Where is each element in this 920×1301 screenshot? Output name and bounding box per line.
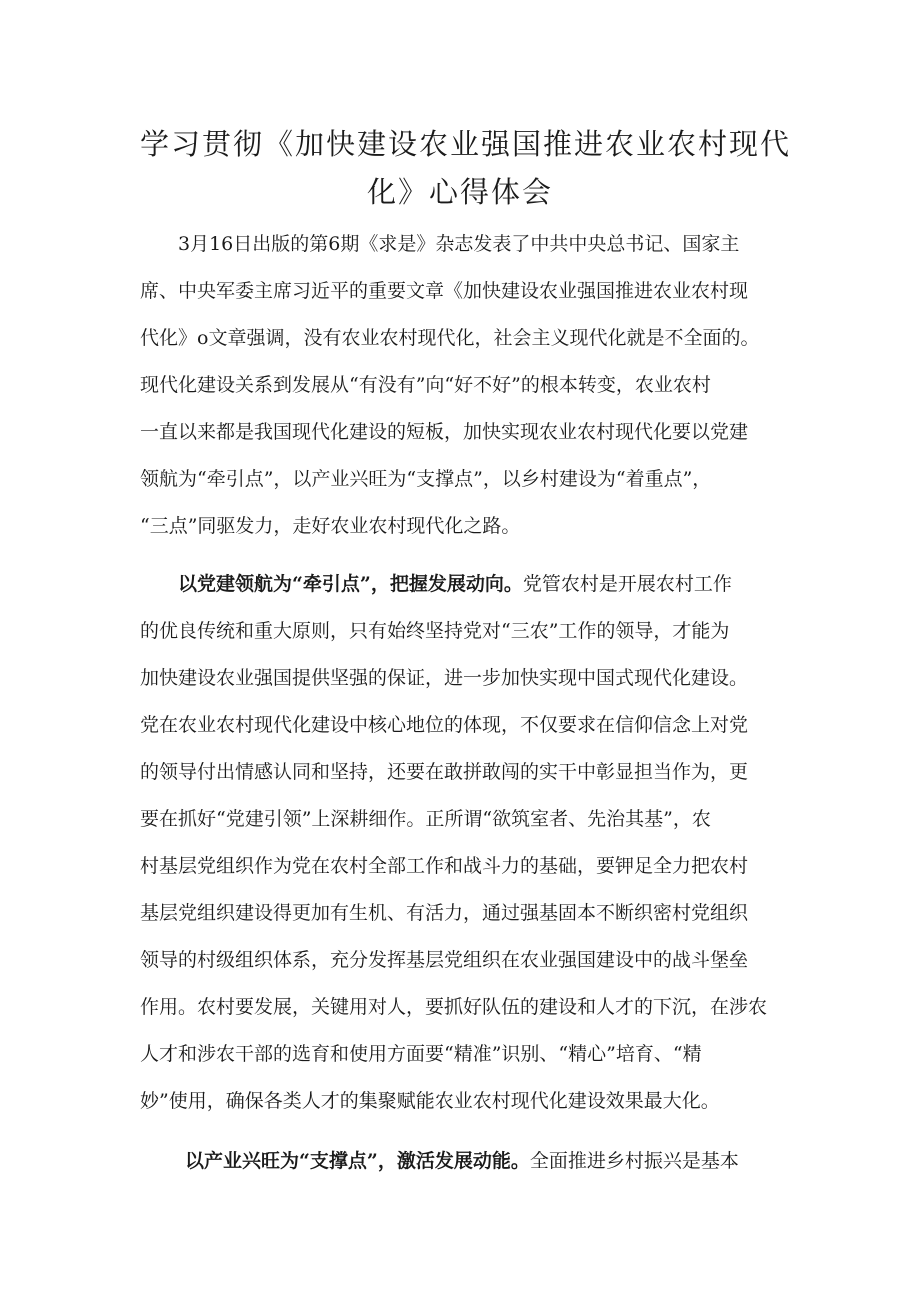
paragraph-2-line: 妙”使用，确保各类人才的集聚赋能农业农村现代化建设效果最大化。	[140, 1090, 720, 1112]
paragraph-2-line: 要在抓好“党建引领”上深耕细作。正所谓“欲筑室者、先治其基”，农	[140, 808, 711, 830]
paragraph-1-line: 现代化建设关系到发展从“有没有”向“好不好”的根本转变，农业农村	[140, 374, 711, 396]
paragraph-2-line: 加快建设农业强国提供坚强的保证，进一步加快实现中国式现代化建设。	[140, 667, 749, 689]
paragraph-1-line: 3月16日出版的第6期《求是》杂志发表了中共中央总书记、国家主	[178, 233, 740, 255]
paragraph-2-line: 党在农业农村现代化建设中核心地位的体现，不仅要求在信仰信念上对党	[140, 714, 749, 736]
paragraph-1-line: 一直以来都是我国现代化建设的短板，加快实现农业农村现代化要以党建	[140, 421, 749, 443]
paragraph-1-line: 领航为“牵引点”，以产业兴旺为“支撑点”，以乡村建设为“着重点”，	[140, 468, 712, 490]
paragraph-3-line: 全面推进乡村振兴是基本	[529, 1150, 739, 1172]
paragraph-2-line: 的优良传统和重大原则，只有始终坚持党对“三农”工作的领导，才能为	[140, 620, 730, 642]
document-title-line-2: 化》心得体会	[366, 175, 553, 209]
paragraph-2-line: 领导的村级组织体系，充分发挥基层党组织在农业强国建设中的战斗堡垒	[140, 949, 749, 971]
paragraph-1-line: 代化》o文章强调，没有农业农村现代化，社会主义现代化就是不全面的。	[140, 327, 760, 349]
paragraph-3-lead-heading: 以产业兴旺为“支撑点”，激活发展动能。	[185, 1150, 530, 1172]
paragraph-2-line: 作用。农村要发展，关键用对人，要抓好队伍的建设和人才的下沉，在涉农	[140, 996, 768, 1018]
paragraph-3-first-line	[185, 1152, 739, 1171]
paragraph-2-line: 基层党组织建设得更加有生机、有活力，通过强基固本不断织密村党组织	[140, 902, 749, 924]
paragraph-1-line: 席、中央军委主席习近平的重要文章《加快建设农业强国推进农业农村现	[140, 280, 749, 302]
paragraph-2-lead-heading: 以党建领航为“牵引点”，把握发展动向。	[178, 573, 523, 595]
paragraph-2-first-line	[178, 575, 732, 594]
paragraph-2-line: 村基层党组织作为党在农村全部工作和战斗力的基础，要钾足全力把农村	[140, 855, 749, 877]
paragraph-2-line: 党管农村是开展农村工作	[522, 573, 732, 595]
document-title-line-1: 学习贯彻《加快建设农业强国推进农业农村现代	[140, 127, 792, 161]
paragraph-1-line: “三点”同驱发力，走好农业农村现代化之路。	[140, 515, 521, 537]
paragraph-2-line: 的领导付出情感认同和坚持，还要在敢拼敢闯的实干中彰显担当作为，更	[140, 761, 749, 783]
paragraph-2-line: 人才和涉农干部的选育和使用方面要“精准”识别、“精心”培育、“精	[140, 1043, 702, 1065]
